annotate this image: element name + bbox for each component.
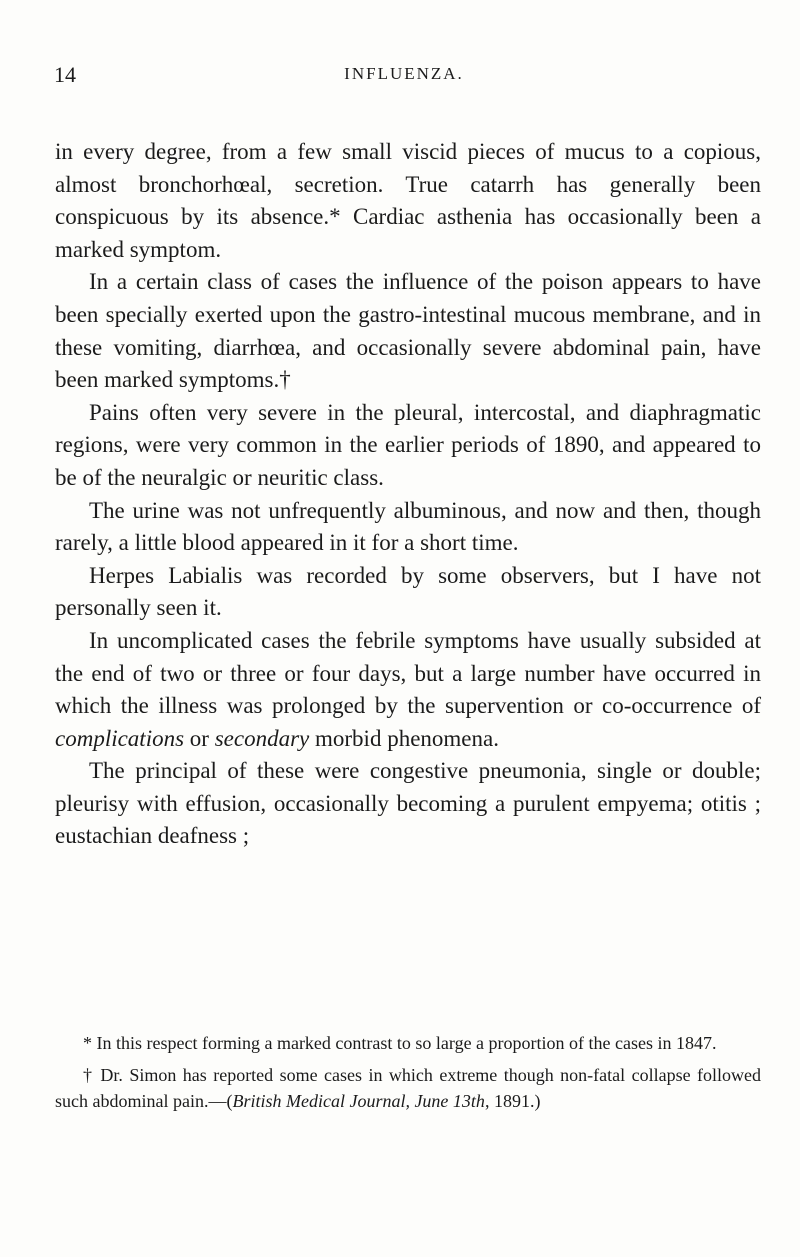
page-number: 14 xyxy=(54,62,76,87)
paragraph-6-text: complications xyxy=(55,725,185,751)
footnote-2-text: † Dr. Simon has reported some cases in which extreme though non-fatal collapse followed such abdominal pain.—( xyxy=(55,1065,761,1111)
paragraph-6-text: or xyxy=(184,725,215,751)
paragraph-6-text: secondary xyxy=(214,725,310,751)
paragraph-1 xyxy=(55,136,761,266)
paragraph-4-text: The urine was not unfrequently albuminous, and now and then, though rarely, a little blood appeared in it for a short time. xyxy=(55,497,761,556)
footnote-2-text: , 1891.) xyxy=(484,1091,541,1111)
page-header xyxy=(54,62,754,92)
paragraph-2 xyxy=(55,266,761,396)
footnotes xyxy=(55,1030,761,1120)
paragraph-3-text: Pains often very severe in the pleural, intercostal, and diaphragmatic regions, were very common in the earlier periods of 1890, and appeared to be of the neuralgic or neuritic class. xyxy=(55,399,761,490)
paragraph-3 xyxy=(55,397,761,495)
paragraph-6 xyxy=(55,625,761,755)
footnote-1 xyxy=(55,1030,761,1056)
paragraph-7-text: The principal of these were congestive pneumonia, single or double; pleurisy with effusion, occasionally becoming a purulent empyema; otitis ; eustachian deafness ; xyxy=(55,758,761,849)
paragraph-5-text: Herpes Labialis was recorded by some observers, but I have not personally seen it. xyxy=(55,562,761,621)
footnote-2 xyxy=(55,1062,761,1114)
footnote-1-text: * In this respect forming a marked contrast to so large a proportion of the cases in 1847. xyxy=(83,1033,717,1053)
body-text xyxy=(55,136,761,853)
running-title: INFLUENZA. xyxy=(344,64,464,83)
paragraph-7 xyxy=(55,755,761,853)
paragraph-1-text: in every degree, from a few small viscid pieces of mucus to a copious, almost bronchorhœal, secretion. True catarrh has generally been conspicuous by its absence.* Cardiac asthenia has occasionally been a marked symptom. xyxy=(55,139,761,262)
paragraph-6-text: morbid phenomena. xyxy=(309,725,499,751)
paragraph-6-text: In uncomplicated cases the febrile symptoms have usually subsided at the end of two or three or four days, but a large number have occurred in which the illness was prolonged by the supervention or co-occurrence of xyxy=(55,627,761,719)
footnote-2-text: British Medical Journal, June 13th xyxy=(232,1091,485,1111)
paragraph-5 xyxy=(55,560,761,625)
paragraph-4 xyxy=(55,495,761,560)
paragraph-2-text: In a certain class of cases the influence of the poison appears to have been specially exerted upon the gastro-intestinal mucous membrane, and in these vomiting, diarrhœa, and occasionally severe abdominal pain, have been marked symptoms.† xyxy=(55,269,761,393)
